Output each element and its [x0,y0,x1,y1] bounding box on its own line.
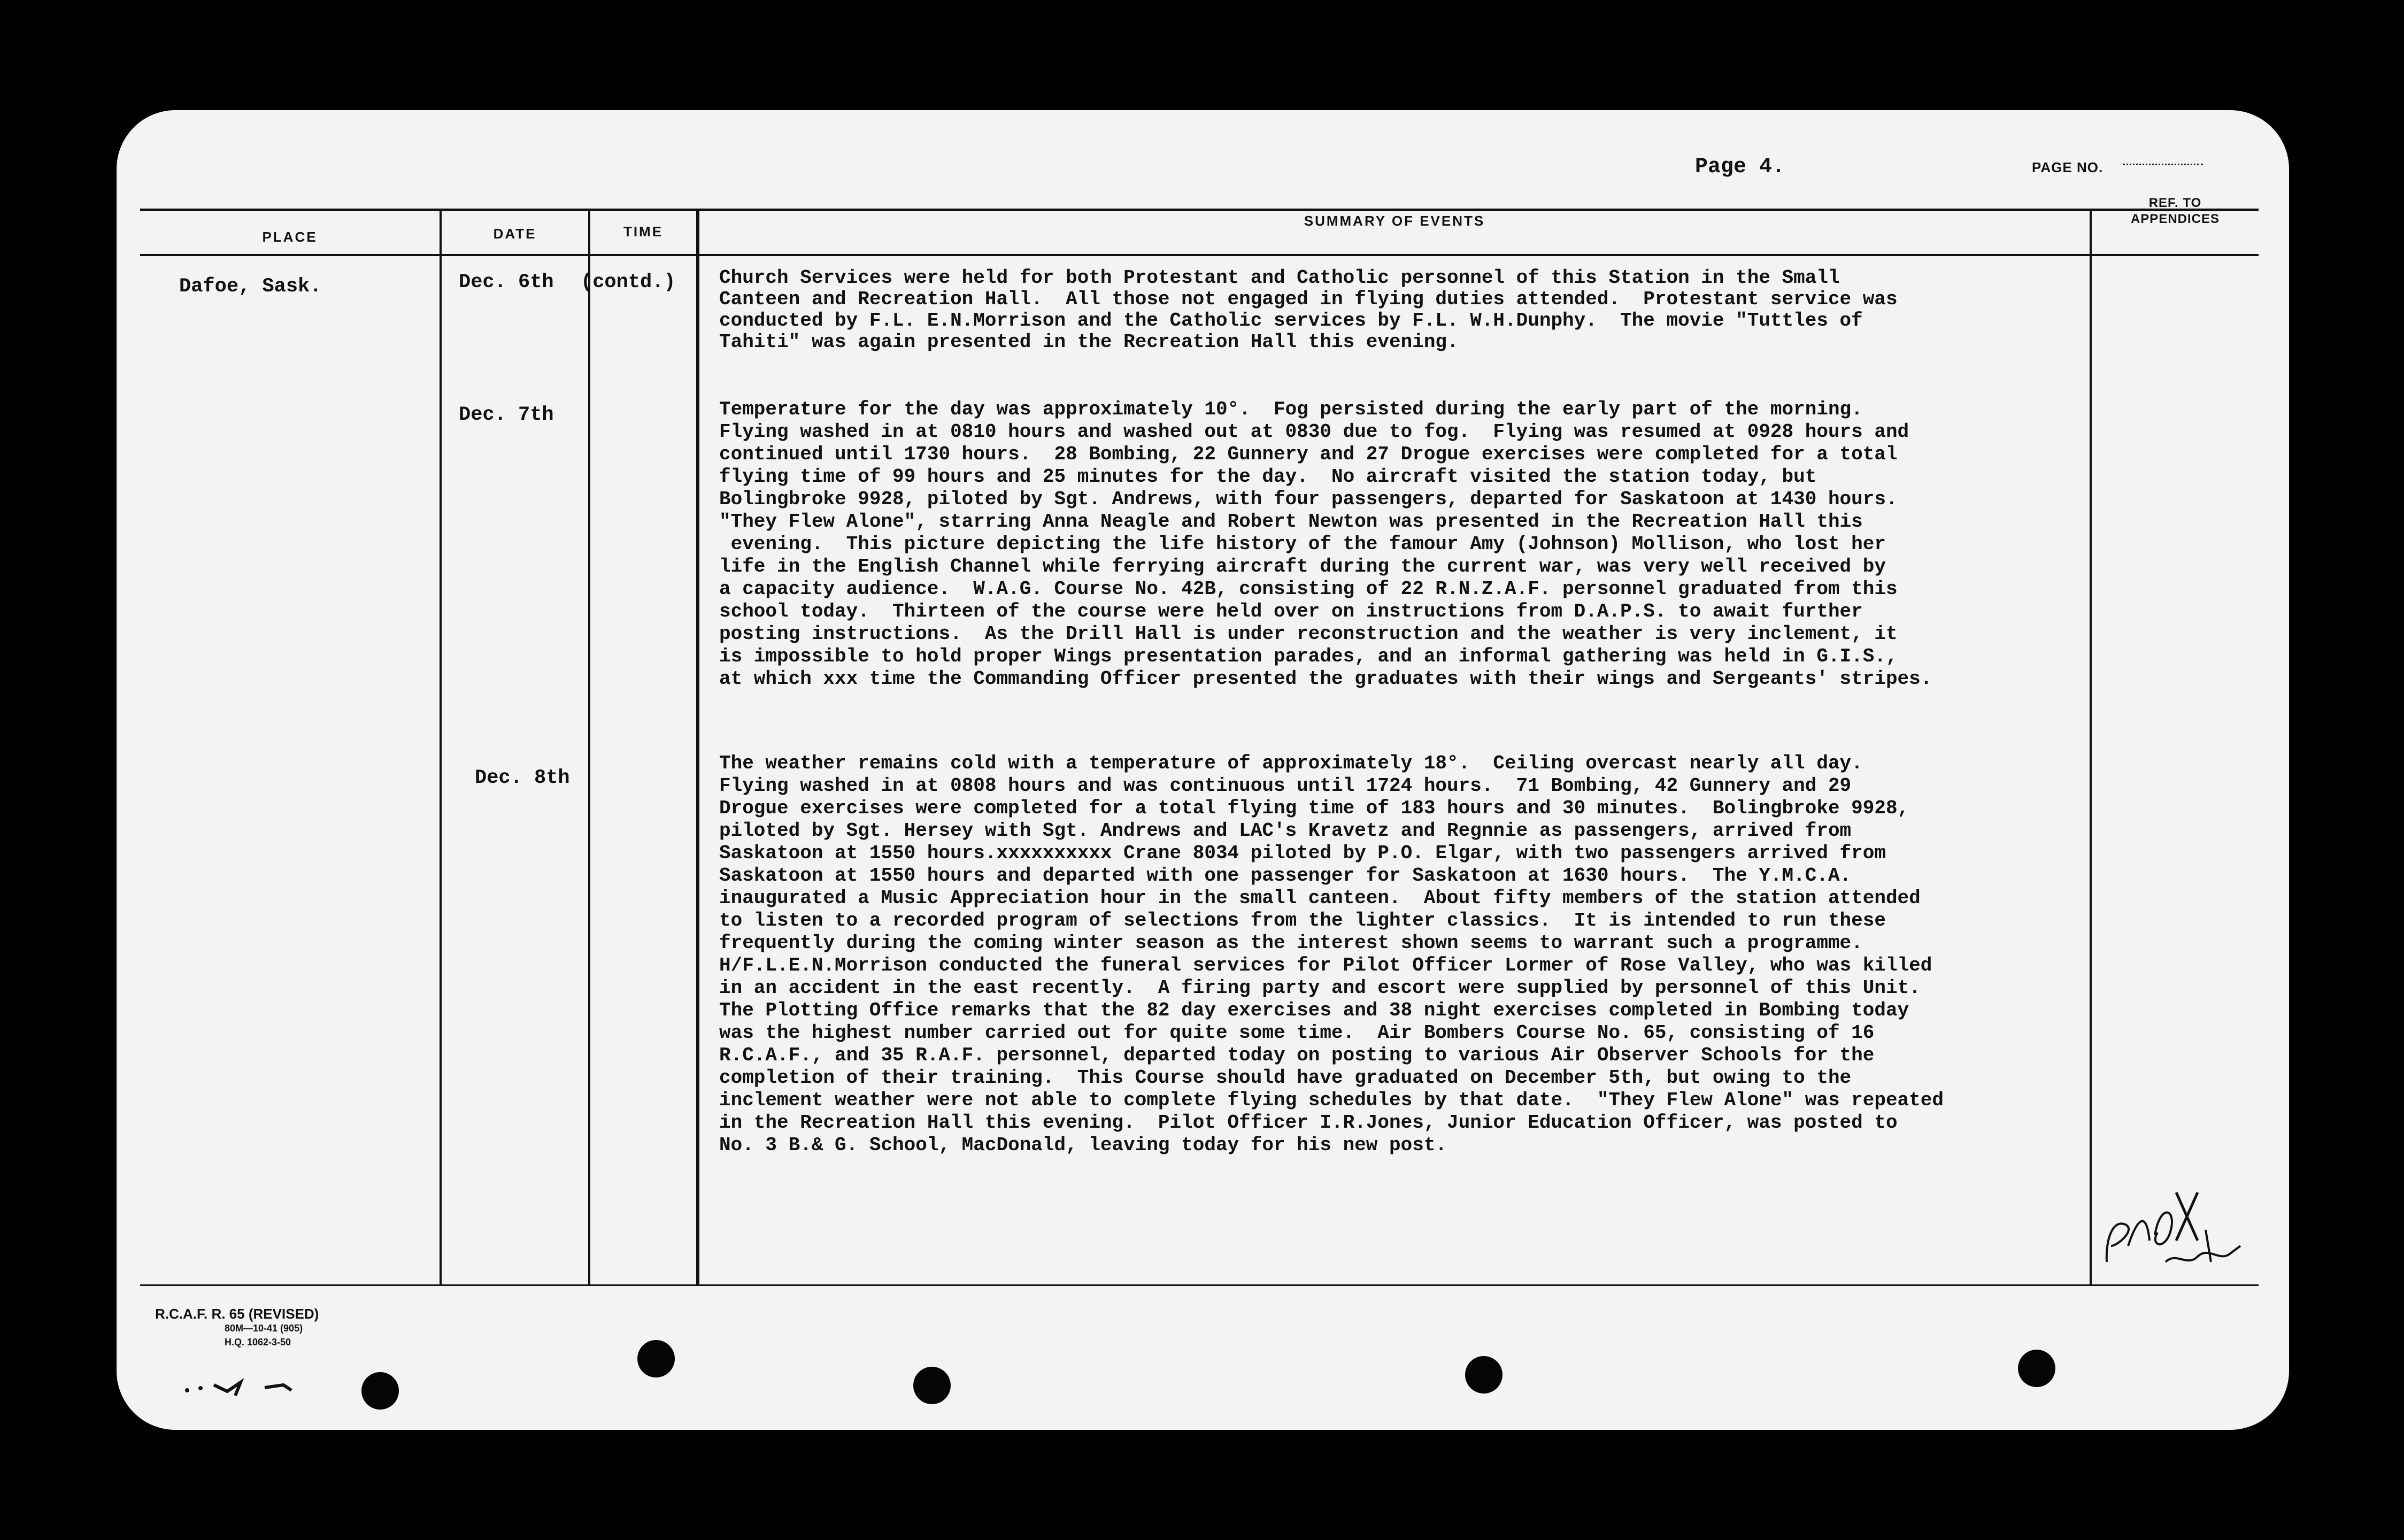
page-no-dotted-line [2123,164,2203,165]
form-number: R.C.A.F. R. 65 (REVISED) [155,1306,319,1322]
text-line: The weather remains cold with a temperature of approximately 18°. Ceiling overcast nearly all day. [719,752,1863,774]
text-line: school today. Thirteen of the course were held over on instructions from D.A.P.S. to await further [719,600,1863,622]
table-top-rule [140,209,2259,211]
header-ref-line1: REF. TO [2148,196,2202,210]
time-contd: (contd.) [581,271,676,294]
text-line: Temperature for the day was approximately 10°. Fog persisted during the early part of the morning. [719,398,1863,420]
header-time: TIME [623,224,664,240]
text-line: is impossible to hold proper Wings presentation parades, and an informal gathering was held in G.I.S., [719,645,1898,667]
header-summary: SUMMARY OF EVENTS [1304,213,1485,229]
text-line: completion of their training. This Course should have graduated on December 5th, but owing to the [719,1067,1852,1089]
text-line: Bolingbroke 9928, piloted by Sgt. Andrews, with four passengers, departed for Saskatoon at 1430 hours. [719,488,1898,510]
text-line: Saskatoon at 1550 hours.xxxxxxxxxx Crane 8034 piloted by P.O. Elgar, with two passengers arrived from [719,842,1886,864]
summary-ref-divider [2090,210,2092,1285]
page-number: Page 4. [1695,155,1785,179]
text-line: evening. This picture depicting the life history of the famour Amy (Johnson) Mollison, who lost her [719,533,1886,555]
form-hq-line: H.Q. 1062-3-50 [225,1337,291,1348]
text-line: inaugurated a Music Appreciation hour in the small canteen. About fifty members of the station attended [719,887,1921,909]
text-line: in the Recreation Hall this evening. Pilot Officer I.R.Jones, Junior Education Officer, was posted to [719,1112,1898,1134]
text-line: conducted by F.L. E.N.Morrison and the Catholic services by F.L. W.H.Dunphy. The movie "Tuttles of [719,310,1863,332]
header-ref-line2: APPENDICES [2130,212,2220,226]
page-no-label: PAGE NO. [2032,159,2104,175]
form-print-line: 80M—10-41 (905) [225,1323,303,1334]
text-line: piloted by Sgt. Hersey with Sgt. Andrews and LAC's Kravetz and Regnnie as passengers, arrived from [719,820,1852,842]
table-bottom-rule [140,1284,2259,1286]
text-line: flying time of 99 hours and 25 minutes for the day. No aircraft visited the station today, but [719,466,1817,488]
text-line: Canteen and Recreation Hall. All those not engaged in flying duties attended. Protestant service was [719,288,1898,310]
text-line: No. 3 B.& G. School, MacDonald, leaving today for his new post. [719,1134,1447,1156]
punch-hole [637,1340,675,1377]
signature-initials [2096,1182,2256,1278]
text-line: a capacity audience. W.A.G. Course No. 42B, consisting of 22 R.N.Z.A.F. personnel graduated from this [719,578,1898,600]
header-date: DATE [493,226,537,242]
place-cell: Dafoe, Sask. [179,275,322,298]
text-line: Flying washed in at 0810 hours and washed out at 0830 due to fog. Flying was resumed at 0928 hours and [719,421,1909,443]
time-summary-divider [696,210,699,1285]
date-dec-6: Dec. 6th [459,271,554,294]
text-line: "They Flew Alone", starring Anna Neagle and Robert Newton was presented in the Recreation Hall this [719,511,1863,533]
text-line: R.C.A.F., and 35 R.A.F. personnel, departed today on posting to various Air Observer Schools for the [719,1044,1875,1066]
date-dec-7: Dec. 7th [459,404,554,426]
date-dec-8: Dec. 8th [475,767,570,789]
pen-marks [176,1369,326,1406]
date-time-divider [588,210,590,1285]
text-line: continued until 1730 hours. 28 Bombing, 22 Gunnery and 27 Drogue exercises were completed for a total [719,443,1898,465]
text-line: Saskatoon at 1550 hours and departed with one passenger for Saskatoon at 1630 hours. The Y.M.C.A. [719,865,1852,887]
punch-hole [361,1372,399,1410]
text-line: The Plotting Office remarks that the 82 day exercises and 38 night exercises completed in Bombing today [719,999,1909,1021]
text-line: at which xxx time the Commanding Officer presented the graduates with their wings and Sergeants' stripes. [719,668,1932,690]
punch-hole [913,1367,951,1404]
punch-hole [2018,1350,2055,1387]
text-line: posting instructions. As the Drill Hall is under reconstruction and the weather is very inclement, it [719,623,1898,645]
text-line: was the highest number carried out for quite some time. Air Bombers Course No. 65, consisting of 16 [719,1022,1875,1044]
text-line: to listen to a recorded program of selections from the lighter classics. It is intended to run these [719,910,1886,931]
text-line: Drogue exercises were completed for a total flying time of 183 hours and 30 minutes. Bolingbroke 9928, [719,797,1909,819]
text-line: Flying washed in at 0808 hours and was continuous until 1724 hours. 71 Bombing, 42 Gunnery and 29 [719,775,1852,797]
header-bottom-rule [140,254,2259,256]
text-line: life in the English Channel while ferrying aircraft during the current war, was very well received by [719,556,1886,578]
text-line: Church Services were held for both Protestant and Catholic personnel of this Station in the Small [719,267,1840,289]
text-line: Tahiti" was again presented in the Recreation Hall this evening. [719,331,1459,353]
text-line: frequently during the coming winter season as the interest shown seems to warrant such a programme. [719,932,1863,954]
punch-hole [1465,1356,1502,1393]
header-place: PLACE [262,229,318,245]
text-line: H/F.L.E.N.Morrison conducted the funeral services for Pilot Officer Lormer of Rose Valley, who was killed [719,954,1932,976]
place-date-divider [440,210,442,1285]
text-line: in an accident in the east recently. A firing party and escort were supplied by personnel of this Unit. [719,977,1921,999]
text-line: inclement weather were not able to complete flying schedules by that date. "They Flew Alone" was repeated [719,1089,1944,1111]
